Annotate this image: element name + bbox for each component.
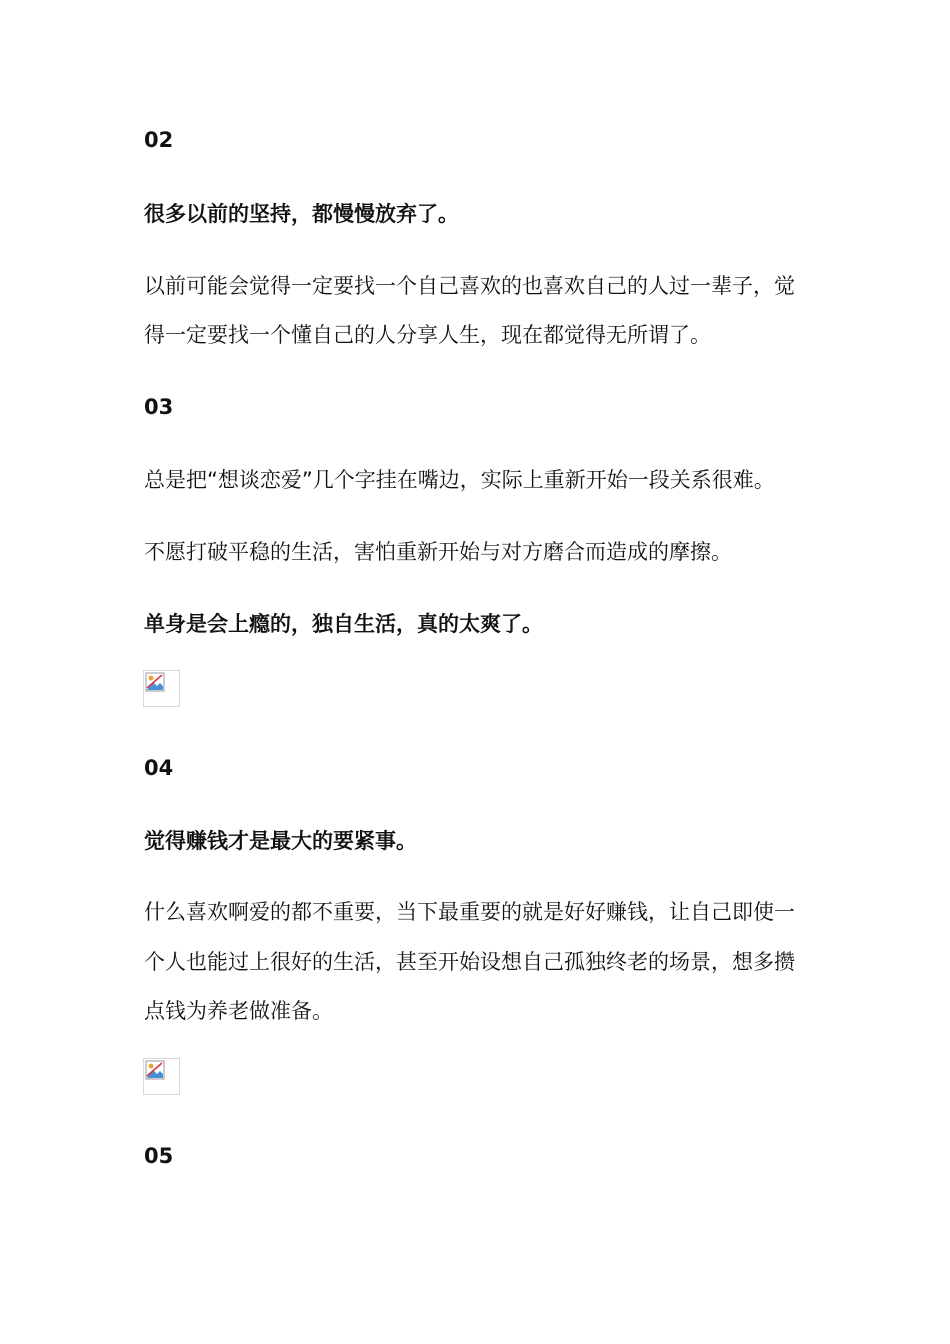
broken-image-placeholder-1 (143, 670, 180, 707)
section-03-bold-line: 单身是会上瘾的，独自生活，真的太爽了。 (144, 612, 543, 636)
section-number-02: 02 (144, 128, 174, 152)
broken-image-icon (145, 672, 165, 692)
section-number-03: 03 (144, 395, 174, 419)
section-number-04: 04 (144, 756, 174, 780)
section-04-paragraph-line-3: 点钱为养老做准备。 (144, 999, 333, 1023)
section-04-paragraph-line-1: 什么喜欢啊爱的都不重要，当下最重要的就是好好赚钱，让自己即使一 (144, 900, 795, 924)
broken-image-icon (145, 1060, 165, 1080)
section-02-heading: 很多以前的坚持，都慢慢放弃了。 (144, 202, 459, 226)
section-number-05: 05 (144, 1144, 174, 1168)
section-04-heading: 觉得赚钱才是最大的要紧事。 (144, 829, 417, 853)
broken-image-placeholder-2 (143, 1058, 180, 1095)
section-03-paragraph-2: 不愿打破平稳的生活，害怕重新开始与对方磨合而造成的摩擦。 (144, 540, 732, 564)
section-02-paragraph-line-1: 以前可能会觉得一定要找一个自己喜欢的也喜欢自己的人过一辈子，觉 (144, 274, 795, 298)
section-04-paragraph-line-2: 个人也能过上很好的生活，甚至开始设想自己孤独终老的场景，想多攒 (144, 950, 795, 974)
section-03-paragraph-1: 总是把“想谈恋爱”几个字挂在嘴边，实际上重新开始一段关系很难。 (144, 468, 775, 492)
section-02-paragraph-line-2: 得一定要找一个懂自己的人分享人生，现在都觉得无所谓了。 (144, 323, 711, 347)
